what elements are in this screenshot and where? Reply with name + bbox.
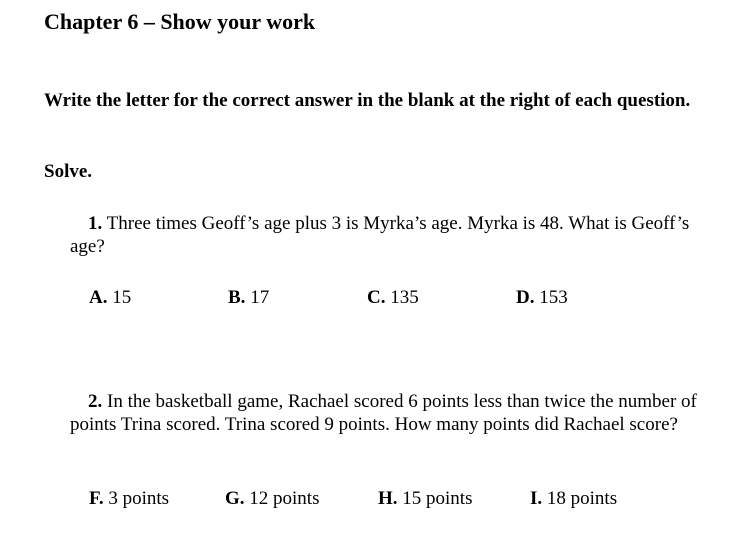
choice-text: 18 points [546, 488, 618, 509]
instructions-text: Write the letter for the correct answer in the blank at the right of each question. [44, 90, 691, 111]
choice-letter: G. [225, 488, 245, 509]
choice-text: 12 points [249, 488, 320, 509]
choice-text: 15 [112, 287, 132, 308]
choice-text: 15 points [402, 488, 473, 509]
choice-text: 135 [390, 287, 419, 308]
choice-letter: C. [367, 287, 386, 308]
choice-letter: I. [530, 488, 543, 509]
choice-c [367, 287, 419, 309]
choice-letter: B. [228, 287, 246, 308]
choice-text: 3 points [108, 488, 170, 509]
choice-text: 153 [539, 287, 568, 308]
question-number: 1. [88, 213, 103, 234]
question-number: 2. [88, 391, 103, 412]
choice-f [89, 488, 169, 510]
choice-text: 17 [250, 287, 270, 308]
choice-g [225, 488, 319, 510]
page-title: Chapter 6 – Show your work [44, 9, 316, 34]
choice-b [228, 287, 269, 309]
choice-letter: H. [378, 488, 398, 509]
question-text: Three times Geoff’s age plus 3 is Myrka’s age. Myrka is 48. What is Geoff’s age? [70, 213, 690, 257]
choice-i [530, 488, 617, 510]
question-2 [70, 390, 710, 436]
choice-letter: A. [89, 287, 108, 308]
choice-h [378, 488, 472, 510]
question-1 [70, 212, 710, 258]
choice-letter: F. [89, 488, 104, 509]
choice-letter: D. [516, 287, 535, 308]
question-text: In the basketball game, Rachael scored 6 points less than twice the number of points Trina scored. Trina scored 9 points. How many points did Rachael score? [70, 391, 697, 435]
choice-a [89, 287, 131, 309]
section-label: Solve. [44, 161, 93, 182]
choice-d [516, 287, 568, 309]
